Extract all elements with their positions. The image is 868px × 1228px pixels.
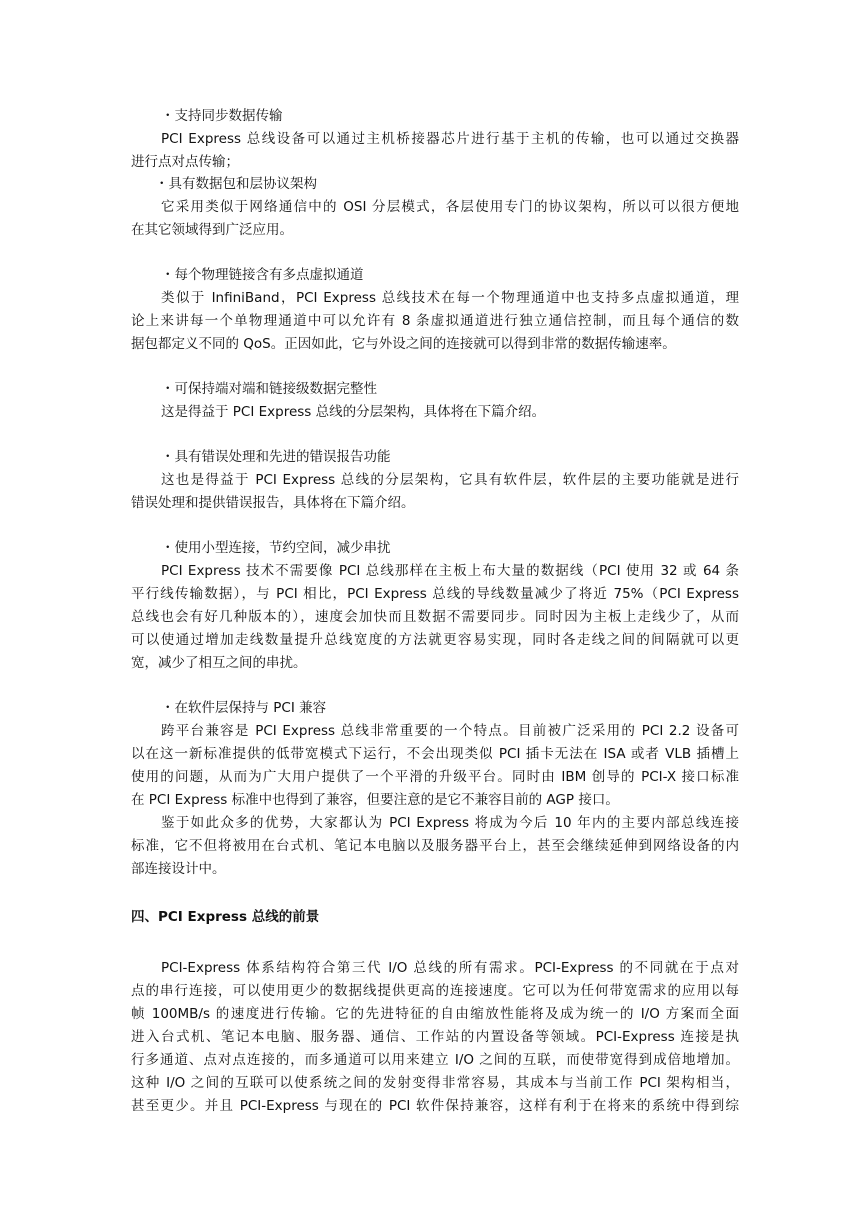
paragraph-line: 以在这一新标准提供的低带宽模式下运行，不会出现类似 PCI 插卡无法在 ISA 或者 VLB 插槽上 <box>131 746 739 762</box>
paragraph-line: 标准，它不但将被用在台式机、笔记本电脑以及服务器平台上，甚至会继续延伸到网络设备的内 <box>131 838 739 854</box>
paragraph-line: PCI Express 总线设备可以通过主机桥接器芯片进行基于主机的传输，也可以通过交换器 <box>161 131 739 147</box>
paragraph-line: 这种 I/O 之间的互联可以使系统之间的发射变得非常容易，其成本与当前工作 PCI 架构相当， <box>131 1075 739 1091</box>
paragraph-line: 鉴于如此众多的优势，大家都认为 PCI Express 将成为今后 10 年内的主要内部总线连接 <box>161 815 739 831</box>
section-heading: 四、PCI Express 总线的前景 <box>131 909 320 925</box>
paragraph-line: 论上来讲每一个单物理通道中可以允许有 8 条虚拟通道进行独立通信控制，而且每个通信的数 <box>131 313 739 329</box>
paragraph-line: 跨平台兼容是 PCI Express 总线非常重要的一个特点。目前被广泛采用的 PCI 2.2 设备可 <box>161 723 739 739</box>
bullet-sync-transfer: ・支持同步数据传输 <box>161 108 283 124</box>
bullet-packet-layer-protocol: ・具有数据包和层协议架构 <box>155 176 317 192</box>
paragraph-line: 点的串行连接，可以使用更少的数据线提供更高的连接速度。它可以为任何带宽需求的应用以每 <box>131 983 739 999</box>
paragraph-line: 这是得益于 PCI Express 总线的分层架构，具体将在下篇介绍。 <box>161 404 546 420</box>
paragraph-line: 可以使通过增加走线数量提升总线宽度的方法就更容易实现，同时各走线之间的间隔就可以更 <box>131 632 739 648</box>
bullet-pci-compatibility: ・在软件层保持与 PCI 兼容 <box>161 700 327 716</box>
paragraph-line: 在 PCI Express 标准中也得到了兼容，但要注意的是它不兼容目前的 AGP 接口。 <box>131 792 619 808</box>
paragraph-line: 进入台式机、笔记本电脑、服务器、通信、工作站的内置设备等领域。PCI-Express 连接是执 <box>131 1029 739 1045</box>
paragraph-line: 宽，减少了相互之间的串扰。 <box>131 655 307 671</box>
paragraph-line: 它采用类似于网络通信中的 OSI 分层模式，各层使用专门的协议架构，所以可以很方便地 <box>161 199 739 215</box>
paragraph-line: 部连接设计中。 <box>131 861 226 877</box>
paragraph-line: 在其它领域得到广泛应用。 <box>131 222 293 238</box>
bullet-data-integrity: ・可保持端对端和链接级数据完整性 <box>161 381 377 397</box>
paragraph-line: 错误处理和提供错误报告，具体将在下篇介绍。 <box>131 495 415 511</box>
paragraph-line: PCI-Express 体系结构符合第三代 I/O 总线的所有需求。PCI-Express 的不同就在于点对 <box>161 960 739 976</box>
paragraph-line: 使用的问题，从而为广大用户提供了一个平滑的升级平台。同时由 IBM 创导的 PCI-X 接口标准 <box>131 769 739 785</box>
paragraph-line: 总线也会有好几种版本的），速度会加快而且数据不需要同步。同时因为主板上走线少了，从而 <box>131 609 739 625</box>
paragraph-line: 进行点对点传输； <box>131 154 239 170</box>
bullet-small-connectors: ・使用小型连接，节约空间，减少串扰 <box>161 540 391 556</box>
paragraph-line: PCI Express 技术不需要像 PCI 总线那样在主板上布大量的数据线（PCI 使用 32 或 64 条 <box>161 563 739 579</box>
bullet-error-reporting: ・具有错误处理和先进的错误报告功能 <box>161 449 391 465</box>
paragraph-line: 这也是得益于 PCI Express 总线的分层架构，它具有软件层，软件层的主要功能就是进行 <box>161 472 739 488</box>
paragraph-line: 类似于 InfiniBand，PCI Express 总线技术在每一个物理通道中也支持多点虚拟通道，理 <box>161 290 739 306</box>
paragraph-line: 甚至更少。并且 PCI-Express 与现在的 PCI 软件保持兼容，这样有利于在将来的系统中得到综 <box>131 1098 739 1114</box>
paragraph-line: 据包都定义不同的 QoS。正因如此，它与外设之间的连接就可以得到非常的数据传输速率。 <box>131 336 676 352</box>
paragraph-line: 平行线传输数据），与 PCI 相比，PCI Express 总线的导线数量减少了将近 75%（PCI Express <box>131 586 739 602</box>
paragraph-line: 帧 100MB/s 的速度进行传输。它的先进特征的自由缩放性能将及成为统一的 I/O 方案而全面 <box>131 1006 739 1022</box>
paragraph-line: 行多通道、点对点连接的，而多通道可以用来建立 I/O 之间的互联，而使带宽得到成倍地增加。 <box>131 1052 739 1068</box>
bullet-virtual-channels: ・每个物理链接含有多点虚拟通道 <box>161 267 364 283</box>
